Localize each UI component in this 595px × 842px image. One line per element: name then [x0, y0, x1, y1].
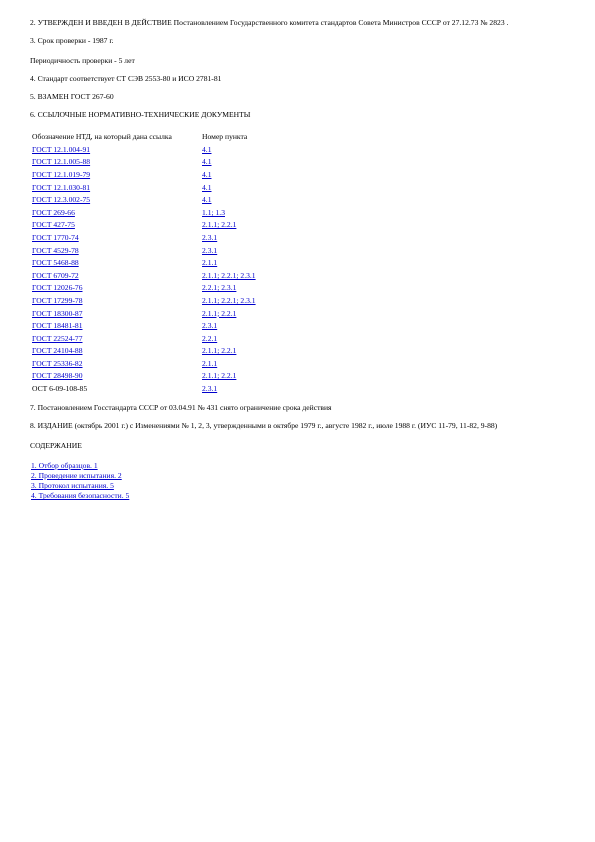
- reference-document-link[interactable]: ГОСТ 12.1.030-81: [32, 182, 91, 192]
- table-row: [32, 370, 256, 383]
- table-row: [32, 156, 256, 169]
- table-row: [32, 357, 256, 370]
- reference-document-link[interactable]: ГОСТ 22524-77: [32, 333, 83, 343]
- cell-document: [32, 156, 202, 169]
- table-row: [32, 231, 256, 244]
- contents-list: [31, 461, 570, 502]
- cell-document: [32, 168, 202, 181]
- cell-document: [32, 206, 202, 219]
- contents-link[interactable]: 3. Протокол испытания. 5: [31, 481, 114, 491]
- table-row: [32, 256, 256, 269]
- reference-document-link[interactable]: ГОСТ 25336-82: [32, 358, 83, 368]
- cell-item: [202, 193, 256, 206]
- reference-item-link[interactable]: 2.1.1; 2.2.1: [202, 346, 237, 356]
- reference-item-link[interactable]: 2.1.1; 2.2.1: [202, 371, 237, 381]
- cell-document: [32, 231, 202, 244]
- table-row: [32, 244, 256, 257]
- cell-document: [32, 307, 202, 320]
- table-row: [32, 332, 256, 345]
- cell-item: [202, 143, 256, 156]
- table-row: [32, 345, 256, 358]
- reference-document-link: ОСТ 6-09-108-85: [32, 384, 88, 394]
- cell-item: [202, 219, 256, 232]
- reference-item-link[interactable]: 2.1.1: [202, 358, 218, 368]
- cell-item: [202, 231, 256, 244]
- reference-document-link[interactable]: ГОСТ 1770-74: [32, 232, 79, 242]
- table-row: [32, 193, 256, 206]
- cell-item: [202, 269, 256, 282]
- reference-document-link[interactable]: ГОСТ 269-66: [32, 207, 75, 217]
- reference-item-link[interactable]: 2.1.1; 2.2.1; 2.3.1: [202, 295, 256, 305]
- reference-document-link[interactable]: ГОСТ 12.1.004-91: [32, 144, 91, 154]
- cell-document: [32, 357, 202, 370]
- table-row: [32, 219, 256, 232]
- cell-document: [32, 244, 202, 257]
- cell-document: [32, 219, 202, 232]
- table-row: [32, 307, 256, 320]
- reference-item-link[interactable]: 4.1: [202, 157, 212, 167]
- reference-document-link[interactable]: ГОСТ 427-75: [32, 220, 75, 230]
- column-header-item: Номер пункта: [202, 132, 248, 141]
- cell-item: [202, 206, 256, 219]
- check-period: Периодичность проверки - 5 лет: [30, 56, 135, 65]
- cell-item: [202, 282, 256, 295]
- reference-document-link[interactable]: ГОСТ 24104-88: [32, 346, 83, 356]
- table-row: [32, 143, 256, 156]
- references-table: [32, 130, 256, 395]
- cell-document: [32, 143, 202, 156]
- section-4: 4. Стандарт соответствует СТ СЭВ 2553-80 и ИСО 2781-81: [30, 74, 222, 83]
- cell-item: [202, 382, 256, 395]
- cell-document: [32, 256, 202, 269]
- cell-item: [202, 244, 256, 257]
- table-header-row: [32, 130, 256, 143]
- reference-item-link[interactable]: 2.1.1: [202, 258, 218, 268]
- cell-document: [32, 181, 202, 194]
- contents-link[interactable]: 2. Проведение испытания. 2: [31, 471, 122, 481]
- reference-document-link[interactable]: ГОСТ 12.1.005-88: [32, 157, 91, 167]
- reference-document-link[interactable]: ГОСТ 28498-90: [32, 371, 83, 381]
- cell-document: [32, 345, 202, 358]
- table-row: [32, 269, 256, 282]
- contents-title: СОДЕРЖАНИЕ: [30, 440, 82, 450]
- cell-item: [202, 181, 256, 194]
- cell-document: [32, 319, 202, 332]
- reference-document-link[interactable]: ГОСТ 18481-81: [32, 321, 83, 331]
- reference-item-link[interactable]: 2.3.1: [202, 321, 218, 331]
- reference-item-link[interactable]: 1.1; 1.3: [202, 207, 225, 217]
- reference-item-link[interactable]: 4.1: [202, 169, 212, 179]
- table-row: [32, 206, 256, 219]
- reference-item-link[interactable]: 2.3.1: [202, 232, 218, 242]
- cell-document: [32, 282, 202, 295]
- cell-document: [32, 193, 202, 206]
- cell-item: [202, 156, 256, 169]
- section-6: 6. ССЫЛОЧНЫЕ НОРМАТИВНО-ТЕХНИЧЕСКИЕ ДОКУМЕНТЫ: [30, 110, 251, 119]
- table-row: [32, 294, 256, 307]
- contents-link[interactable]: 1. Отбор образцов. 1: [31, 460, 98, 470]
- table-row: [32, 382, 256, 395]
- section-2: 2. УТВЕРЖДЕН И ВВЕДЕН В ДЕЙСТВИЕ Постановлением Государственного комитета стандартов Совета Министров СССР от 27.12.73 № 2823 .: [30, 18, 509, 27]
- cell-document: [32, 382, 202, 395]
- reference-document-link[interactable]: ГОСТ 17299-78: [32, 295, 83, 305]
- reference-document-link[interactable]: ГОСТ 4529-78: [32, 245, 79, 255]
- document-page: [30, 18, 570, 502]
- table-row: [32, 168, 256, 181]
- cell-document: [32, 332, 202, 345]
- reference-item-link[interactable]: 2.2.1; 2.3.1: [202, 283, 237, 293]
- reference-document-link[interactable]: ГОСТ 18300-87: [32, 308, 83, 318]
- reference-item-link[interactable]: 4.1: [202, 144, 212, 154]
- reference-document-link[interactable]: ГОСТ 12.1.019-79: [32, 169, 91, 179]
- reference-item-link[interactable]: 2.1.1; 2.2.1: [202, 220, 237, 230]
- cell-item: [202, 357, 256, 370]
- reference-item-link[interactable]: 2.3.1: [202, 245, 218, 255]
- table-row: [32, 319, 256, 332]
- reference-item-link[interactable]: 4.1: [202, 195, 212, 205]
- cell-document: [32, 370, 202, 383]
- cell-item: [202, 370, 256, 383]
- reference-document-link[interactable]: ГОСТ 5468-88: [32, 258, 79, 268]
- reference-item-link[interactable]: 2.2.1: [202, 333, 218, 343]
- table-row: [32, 282, 256, 295]
- cell-item: [202, 345, 256, 358]
- reference-document-link[interactable]: ГОСТ 12.3.002-75: [32, 195, 91, 205]
- cell-document: [32, 294, 202, 307]
- reference-item-link[interactable]: 2.3.1: [202, 384, 218, 394]
- section-5: 5. ВЗАМЕН ГОСТ 267-60: [30, 92, 114, 101]
- cell-item: [202, 307, 256, 320]
- table-row: [32, 181, 256, 194]
- reference-item-link[interactable]: 2.1.1; 2.2.1: [202, 308, 237, 318]
- reference-document-link[interactable]: ГОСТ 12026-76: [32, 283, 83, 293]
- contents-link[interactable]: 4. Требования безопасности. 5: [31, 491, 130, 501]
- reference-document-link[interactable]: ГОСТ 6709-72: [32, 270, 79, 280]
- cell-item: [202, 332, 256, 345]
- reference-item-link[interactable]: 4.1: [202, 182, 212, 192]
- cell-item: [202, 319, 256, 332]
- section-7: 7. Постановлением Госстандарта СССР от 03.04.91 № 431 снято ограничение срока действия: [30, 402, 332, 412]
- section-3: 3. Срок проверки - 1987 г.: [30, 36, 114, 45]
- cell-document: [32, 269, 202, 282]
- column-header-document: Обозначение НТД, на который дана ссылка: [32, 132, 172, 141]
- cell-item: [202, 294, 256, 307]
- section-8: 8. ИЗДАНИЕ (октябрь 2001 г.) с Изменениями № 1, 2, 3, утвержденными в октябре 1979 г., августе 1982 г., июле 1988 г. (ИУС 11-79, 11-82, 9-88): [30, 420, 498, 430]
- reference-item-link[interactable]: 2.1.1; 2.2.1; 2.3.1: [202, 270, 256, 280]
- cell-item: [202, 256, 256, 269]
- cell-item: [202, 168, 256, 181]
